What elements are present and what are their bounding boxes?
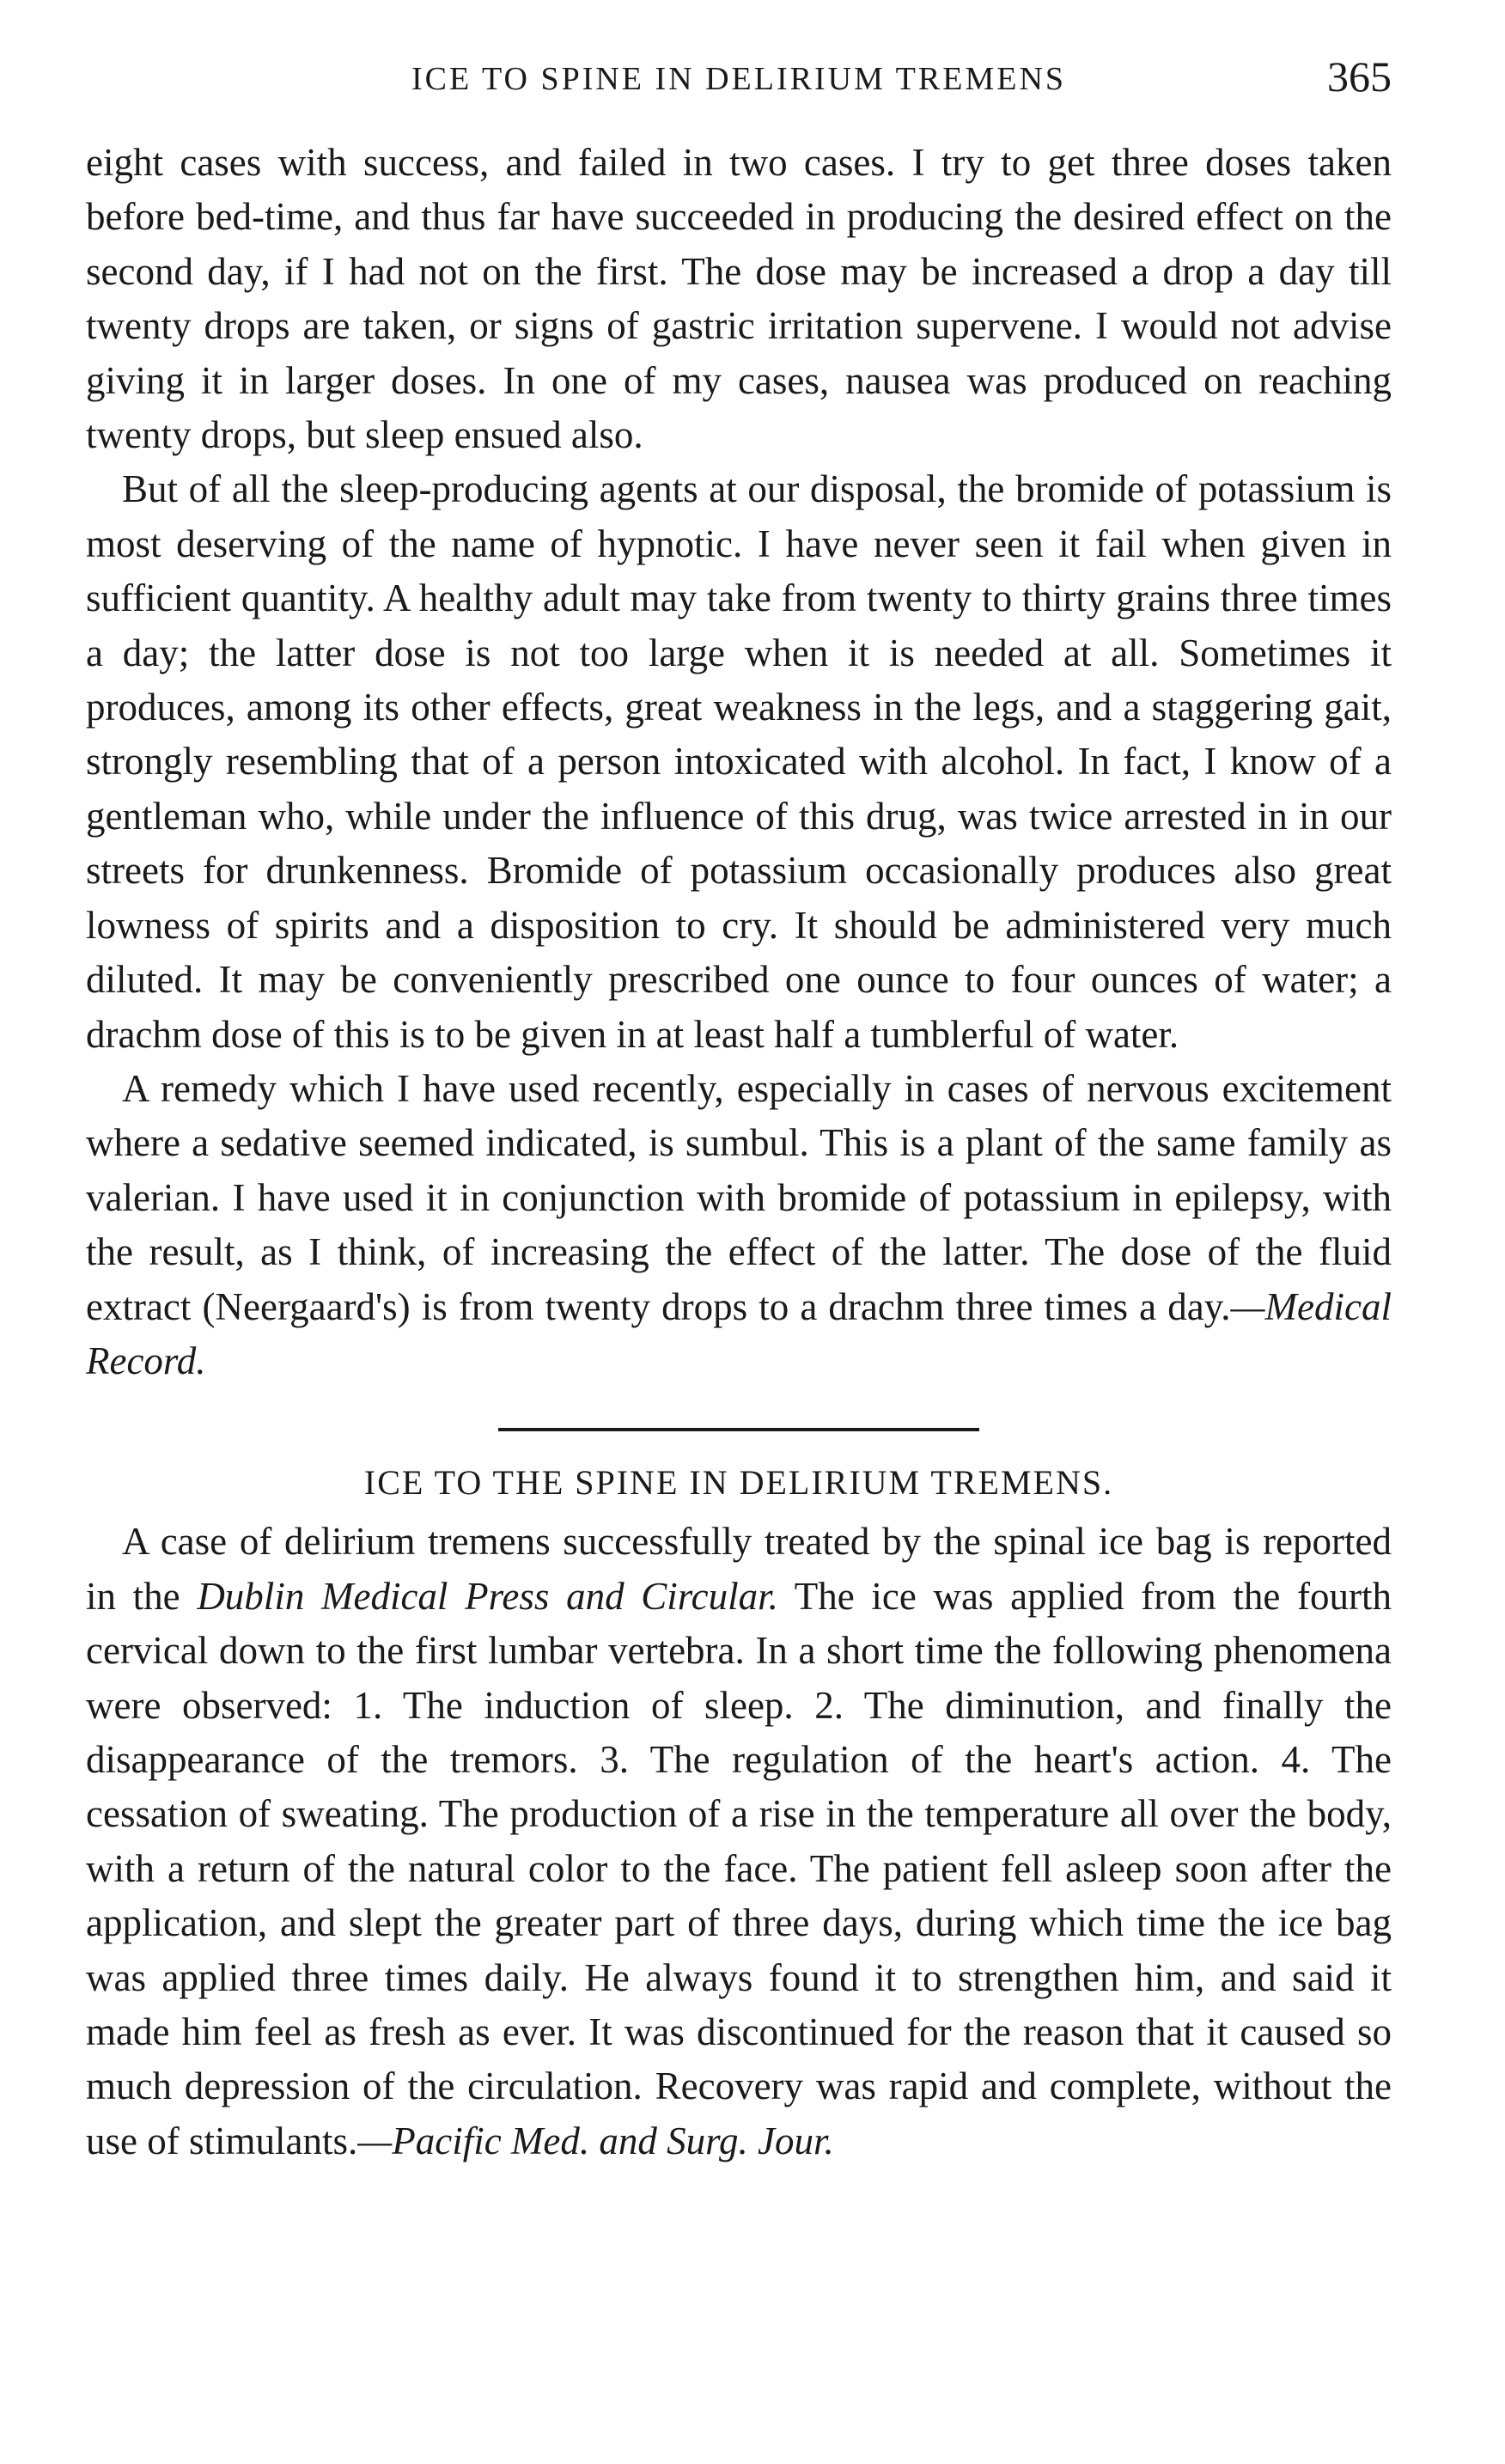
article-source-citation: —Pacific Med. and Surg. Jour. xyxy=(357,2119,834,2162)
paragraph-bromide: But of all the sleep-producing agents at our disposal, the bromide of potassium is most deserving of the name of hypnotic. I have never seen it fail when given in sufficient quantity. A healthy adult may take from twenty to thirty grains three times a day; the latter dose is not too large when it is needed at all. Sometimes it produces, among its other effects, great weakness in the legs, and a staggering gait, strongly resembling that of a person intoxicated with alcohol. In fact, I know of a gentleman who, while under the influence of this drug, was twice arrested in in our streets for drunkenness. Bromide of potassium occasionally produces also great lowness of spirits and a disposition to cry. It should be administered very much diluted. It may be conveniently prescribed one ounce to four ounces of water; a drachm dose of this is to be given in at least half a tumblerful of water. xyxy=(86,467,1392,1056)
source-citation: —Medical Record. xyxy=(86,1284,1392,1382)
article-text-body: The ice was applied from the fourth cervical down to the first lumbar vertebra. In a short time the following phenomena were observed: 1. The induction of sleep. 2. The diminution, and finally the disappearance of the tremors. 3. The regulation of the heart's action. 4. The cessation of sweating. The production of a rise in the temperature all over the body, with a return of the natural color to the face. The patient fell asleep soon after the application, and slept the greater part of three days, during which time the ice bag was applied three times daily. He always found it to strengthen him, and said it made him feel as fresh as ever. It was discontinued for the reason that it caused so much depression of the circulation. Recovery was rapid and complete, without the use of stimulants. xyxy=(86,1574,1392,2162)
page-body xyxy=(86,136,1392,2168)
article-title: ICE TO THE SPINE IN DELIRIUM TREMENS. xyxy=(363,1463,1114,1503)
article-paragraph xyxy=(86,1515,1392,2168)
paragraph-sumbul-text: A remedy which I have used recently, especially in cases of nervous excitement where a sedative seemed indicated, is sumbul. This is a plant of the same family as valerian. I have used it in conjunction with bromide of potassium in epilepsy, with the result, as I think, of increasing the effect of the latter. The dose of the fluid extract (Neergaard's) is from twenty drops to a drachm three times a day. xyxy=(86,1066,1392,1328)
journal-name: Dublin Medical Press and Circular. xyxy=(197,1574,778,1618)
page-number: 365 xyxy=(1327,52,1392,101)
paragraph-continued: eight cases with success, and failed in two cases. I try to get three doses taken before bed-time, and thus far have succeeded in producing the desired effect on the second day, if I had not on the first. The dose may be increased a drop a day till twenty drops are taken, or signs of gastric irritation supervene. I would not advise giving it in larger doses. In one of my cases, nausea was produced on reaching twenty drops, but sleep ensued also. xyxy=(86,141,1392,457)
running-head: ICE TO SPINE IN DELIRIUM TREMENS xyxy=(411,61,1067,97)
section-divider xyxy=(498,1428,979,1431)
paragraph-sumbul xyxy=(86,1062,1392,1388)
page-header xyxy=(86,50,1392,110)
article-text-intro: A case of delirium tremens successfully treated by the spinal ice bag is reported in the xyxy=(86,1520,1392,1618)
